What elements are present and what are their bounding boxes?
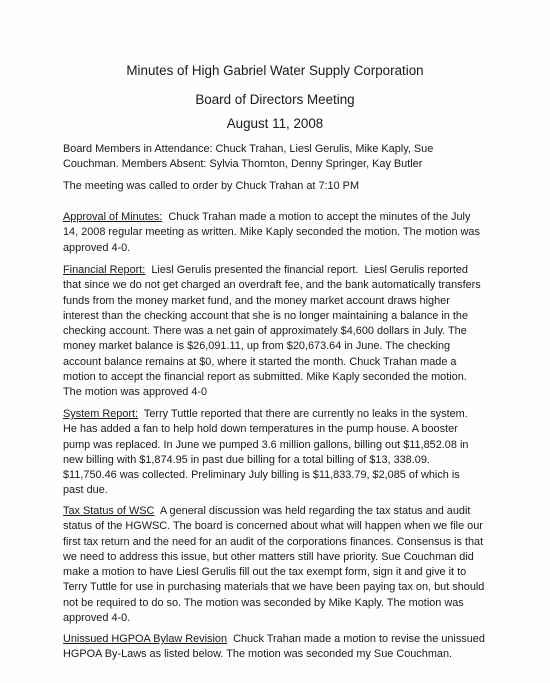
- section-line: we need to address this issue, but other matters still have priority. Sue Couchman did: [63, 550, 474, 563]
- section-line: that since we do not get charged an overdraft fee, and the bank automatically transfers: [63, 279, 481, 292]
- section-line: approved 4-0.: [63, 241, 131, 254]
- section-line: Chuck Trahan made a motion to accept the minutes of the July: [162, 211, 471, 223]
- section-heading: Tax Status of WSC: [63, 505, 155, 517]
- section-heading: System Report:: [63, 408, 139, 420]
- call-to-order-line: The meeting was called to order by Chuck Trahan at 7:10 PM: [63, 180, 360, 192]
- attendance-line: Board Members in Attendance: Chuck Trahan, Liesl Gerulis, Mike Kaply, Sue: [63, 143, 434, 155]
- section-line: He has added a fan to help hold down temperatures in the pump house. A booster: [63, 423, 458, 436]
- section-line: status of the HGWSC. The board is concerned about what will happen when we file our: [63, 520, 483, 533]
- section-line: new billing with $1,874.95 in past due billing for a total billing of $13, 338.09.: [63, 453, 430, 466]
- section-line: interest than the checking account that she is no longer maintaining a balance in the: [63, 309, 469, 322]
- section-line: 14, 2008 regular meeting as written. Mike Kaply seconded the motion. The motion was: [63, 226, 480, 239]
- section-line: A general discussion was held regarding the tax status and audit: [154, 505, 471, 517]
- section-line: pump was replaced. In June we pumped 3.6 million gallons, billing out $11,852.08 in: [63, 438, 469, 451]
- section-heading: Approval of Minutes:: [63, 211, 163, 223]
- section-line: Terry Tuttle for use in purchasing materials that we have been paying tax on, but should: [63, 581, 485, 594]
- section-line: account balance remains at $0, where it started the month. Chuck Trahan made a: [63, 355, 457, 368]
- section-line: past due.: [63, 484, 108, 497]
- tax-status-section: [63, 504, 537, 626]
- document-title: Minutes of High Gabriel Water Supply Corporation: [126, 63, 424, 78]
- bylaw-revision-section: [63, 632, 537, 663]
- financial-report-section: [63, 263, 537, 401]
- approval-of-minutes-section: [63, 210, 537, 256]
- system-report-section: [63, 407, 537, 499]
- section-line: funds from the money market fund, and the money market account draws higher: [63, 294, 450, 307]
- section-line: motion to accept the financial report as submitted. Mike Kaply seconded the motion.: [63, 371, 467, 384]
- meeting-date: August 11, 2008: [226, 116, 324, 131]
- section-line: Chuck Trahan made a motion to revise the unissued: [227, 633, 485, 645]
- section-line: HGPOA By-Laws as listed below. The motion was seconded my Sue Couchman.: [63, 648, 453, 661]
- document-subtitle: Board of Directors Meeting: [195, 92, 355, 107]
- section-line: money market balance is $26,091.11, up from $20,673.64 in June. The checking: [63, 340, 451, 353]
- section-line: make a motion to have Liesl Gerulis fill out the tax exempt form, sign it and give it to: [63, 566, 467, 579]
- section-line: approved 4-0.: [63, 612, 131, 625]
- section-line: checking account. There was a net gain of approximately $4,600 dollars in July. The: [63, 325, 467, 338]
- section-heading: Financial Report:: [63, 264, 146, 276]
- section-heading: Unissued HGPOA Bylaw Revision: [63, 633, 228, 645]
- call-to-order-paragraph: [63, 179, 537, 194]
- attendance-line: Couchman. Members Absent: Sylvia Thornton, Denny Springer, Kay Butler: [63, 158, 423, 171]
- section-line: not be required to do so. The motion was seconded by Mike Kaply. The motion was: [63, 596, 464, 609]
- section-line: Terry Tuttle reported that there are currently no leaks in the system.: [138, 408, 468, 420]
- attendance-paragraph: [63, 142, 537, 173]
- section-line: first tax return and the need for an audit of the corporations finances. Consensus is that: [63, 535, 484, 548]
- section-line: The motion was approved 4-0: [63, 386, 208, 399]
- section-line: Liesl Gerulis presented the financial report. Liesl Gerulis reported: [145, 264, 468, 276]
- section-line: $11,750.46 was collected. Preliminary July billing is $11,833.79, $2,085 of which is: [63, 469, 460, 482]
